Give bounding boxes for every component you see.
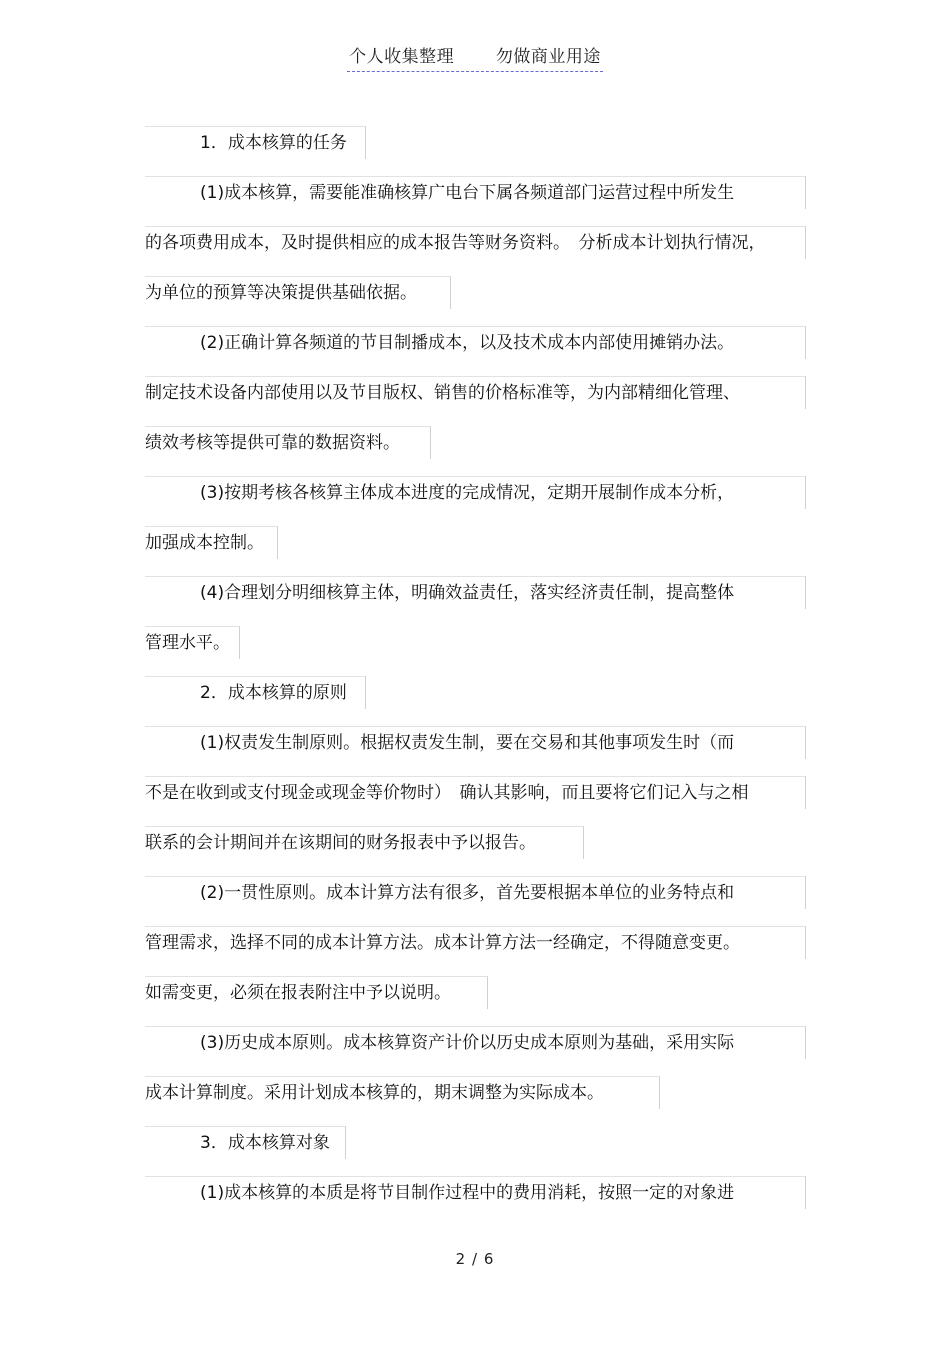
paragraph-line: (4)合理划分明细核算主体，明确效益责任，落实经济责任制，提高整体: [200, 583, 735, 603]
paragraph-line: (2)一贯性原则。成本计算方法有很多，首先要根据本单位的业务特点和: [200, 883, 735, 903]
section-heading-3: 3．成本核算对象: [200, 1133, 330, 1153]
page-separator: /: [471, 1250, 479, 1268]
paragraph-line: 为单位的预算等决策提供基础依据。: [145, 283, 417, 303]
paragraph-line: (1)成本核算，需要能准确核算广电台下属各频道部门运营过程中所发生: [200, 183, 735, 203]
page-total: 6: [483, 1250, 495, 1268]
paragraph-line: 成本计算制度。采用计划成本核算的，期末调整为实际成本。: [145, 1083, 604, 1103]
paragraph-line: 联系的会计期间并在该期间的财务报表中予以报告。: [145, 833, 536, 853]
paragraph-line: 制定技术设备内部使用以及节目版权、销售的价格标准等，为内部精细化管理、: [145, 383, 740, 403]
paragraph-line: (1)成本核算的本质是将节目制作过程中的费用消耗，按照一定的对象进: [200, 1183, 735, 1203]
paragraph-line: 绩效考核等提供可靠的数据资料。: [145, 433, 400, 453]
section-heading-2: 2．成本核算的原则: [200, 683, 347, 703]
header-right: 勿做商业用途: [495, 47, 601, 67]
paragraph-line: (3)历史成本原则。成本核算资产计价以历史成本原则为基础，采用实际: [200, 1033, 735, 1053]
paragraph-line: (2)正确计算各频道的节目制播成本，以及技术成本内部使用摊销办法。: [200, 333, 735, 353]
paragraph-line: 如需变更，必须在报表附注中予以说明。: [145, 983, 451, 1003]
page-current: 2: [455, 1250, 467, 1268]
page-number: [0, 1250, 950, 1268]
paragraph-line: (3)按期考核各核算主体成本进度的完成情况，定期开展制作成本分析，: [200, 483, 735, 503]
paragraph-line: 加强成本控制。: [145, 533, 264, 553]
section-heading-1: 1．成本核算的任务: [200, 133, 347, 153]
paragraph-line: 管理需求，选择不同的成本计算方法。成本计算方法一经确定，不得随意变更。: [145, 933, 740, 953]
header-text: [347, 42, 603, 72]
paragraph-line: 不是在收到或支付现金或现金等价物时） 确认其影响，而且要将它们记入与之相: [145, 783, 749, 803]
paragraph-line: 管理水平。: [145, 633, 230, 653]
header-left: 个人收集整理: [349, 47, 455, 67]
paragraph-line: (1)权责发生制原则。根据权责发生制，要在交易和其他事项发生时（而: [200, 733, 735, 753]
paragraph-line: 的各项费用成本，及时提供相应的成本报告等财务资料。 分析成本计划执行情况，: [145, 233, 766, 253]
page-header: [0, 42, 950, 72]
